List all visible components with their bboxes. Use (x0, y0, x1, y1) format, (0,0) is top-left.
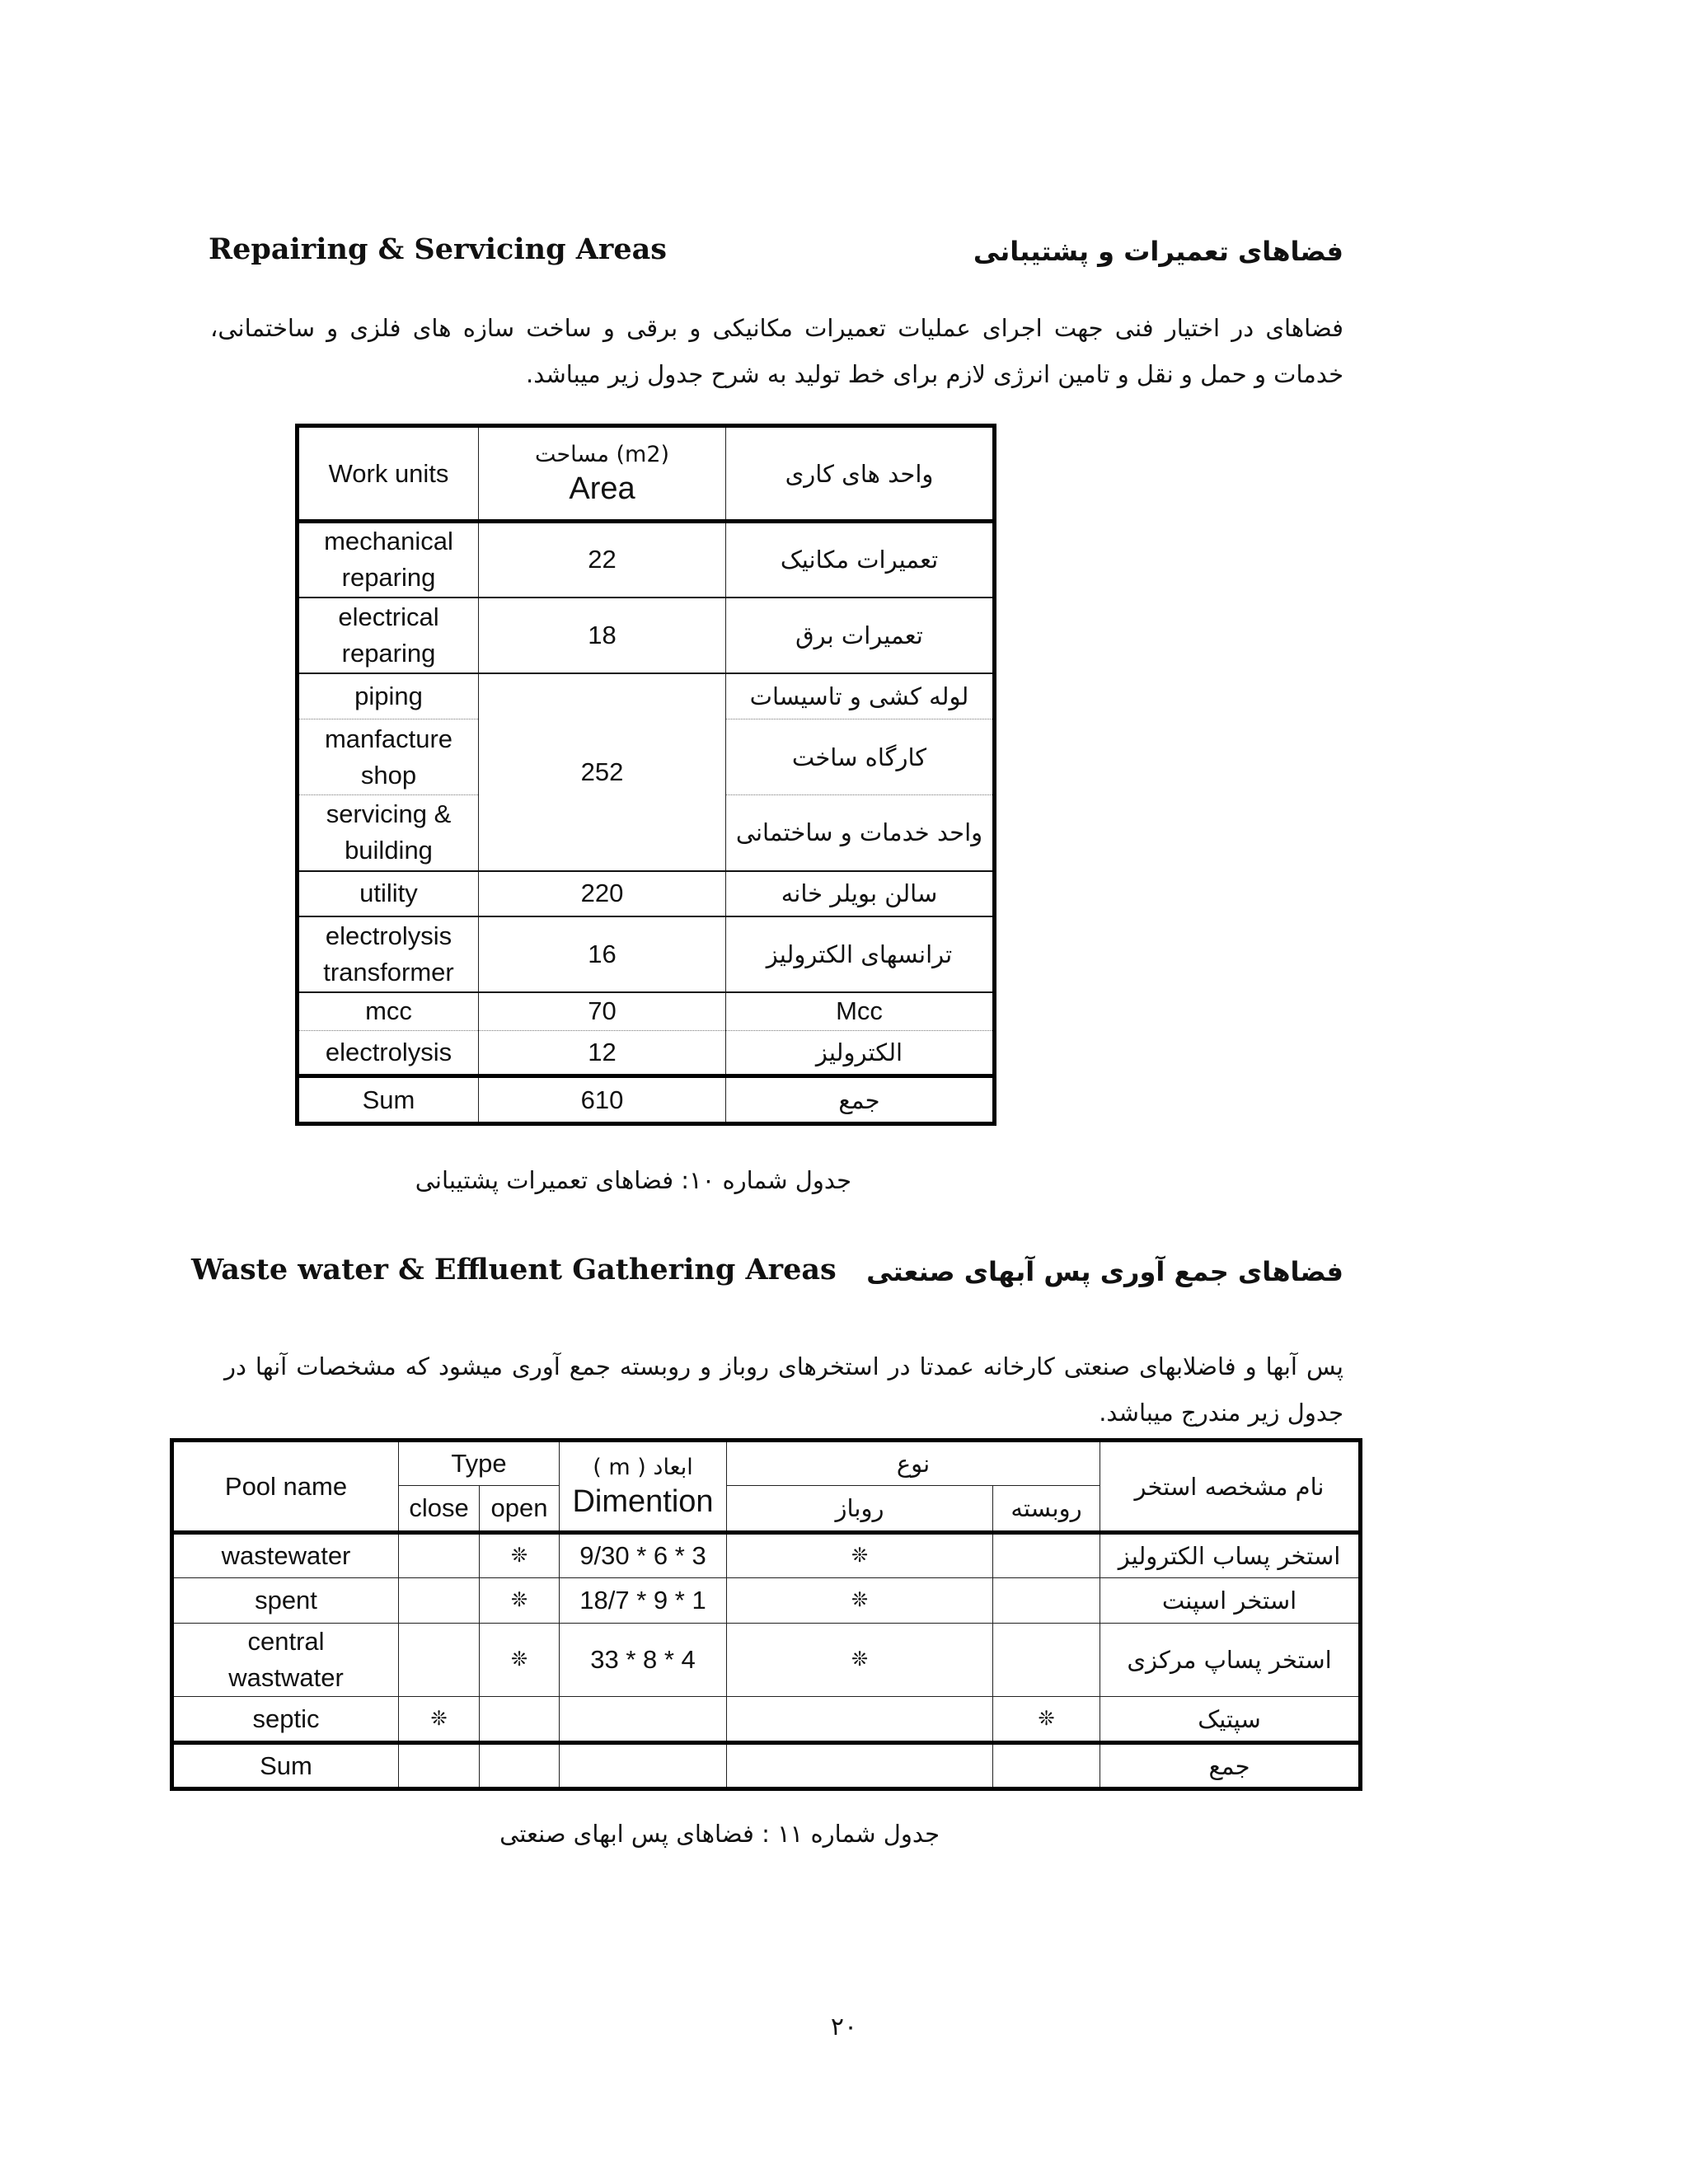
table10-caption: جدول شماره ۱۰: فضاهای تعمیرات پشتیبانی (415, 1166, 851, 1194)
row-en: electrolysis (298, 1031, 479, 1076)
row-fa: استخر پساپ مرکزی (1100, 1624, 1361, 1697)
row-en: spent (172, 1578, 399, 1624)
sum-row (298, 1076, 995, 1124)
row-en: electrolysis transformer (298, 916, 479, 992)
cell-open (480, 1743, 560, 1789)
row-fa: لوله کشی و تاسیسات (726, 673, 995, 719)
header-open: open (480, 1486, 560, 1533)
row-en: electrical reparing (298, 598, 479, 673)
row-fa: Mcc (726, 992, 995, 1031)
sum-row (172, 1743, 1361, 1789)
page-number: ۲۰ (830, 2013, 858, 2041)
open-mark: ❊ (480, 1578, 560, 1624)
header-area-en: Area (569, 471, 635, 506)
table-row (298, 992, 995, 1031)
open-fa-mark: ❊ (727, 1624, 993, 1697)
sum-value: 610 (479, 1076, 726, 1124)
section1-title-fa: فضاهای تعمیرات و پشتیبانی (973, 236, 1343, 267)
row-en: manfacture shop (298, 719, 479, 795)
row-fa: استخر اسپنت (1100, 1578, 1361, 1624)
header-type: Type (399, 1441, 560, 1486)
cell-close (399, 1578, 480, 1624)
header-name-fa: نام مشخصه استخر (1100, 1441, 1361, 1533)
header-work-units: Work units (298, 426, 479, 522)
header-dimension-en: Dimention (572, 1483, 714, 1519)
table-row (172, 1697, 1361, 1743)
row-dimension: 33 * 8 * 4 (560, 1624, 727, 1697)
row-en: piping (298, 673, 479, 719)
row-area: 18 (479, 598, 726, 673)
cell-closed-fa (993, 1578, 1100, 1624)
row-area-merged: 252 (479, 673, 726, 871)
row-area: 70 (479, 992, 726, 1031)
table11-caption: جدول شماره ۱۱ : فضاهای پس ابهای صنعتی (499, 1820, 940, 1848)
cell-open-fa (727, 1697, 993, 1743)
repair-areas-table (295, 424, 996, 1126)
sum-label-en: Sum (172, 1743, 399, 1789)
table-row (172, 1533, 1361, 1578)
sum-label-fa: جمع (726, 1076, 995, 1124)
sum-label-fa: جمع (1100, 1743, 1361, 1789)
header-open-fa: روباز (727, 1486, 993, 1533)
row-en: central wastwater (172, 1624, 399, 1697)
row-fa: ترانسهای الکترولیز (726, 916, 995, 992)
row-en: servicing & building (298, 795, 479, 871)
close-mark: ❊ (399, 1697, 480, 1743)
header-pool-name: Pool name (172, 1441, 399, 1533)
row-fa: الکترولیز (726, 1031, 995, 1076)
row-fa: کارگاه ساخت (726, 719, 995, 795)
table-row (298, 522, 995, 598)
row-en: mcc (298, 992, 479, 1031)
header-area (479, 426, 726, 522)
open-fa-mark: ❊ (727, 1533, 993, 1578)
open-fa-mark: ❊ (727, 1578, 993, 1624)
cell-open (480, 1697, 560, 1743)
cell-closed-fa (993, 1624, 1100, 1697)
header-area-unit: (m2) (616, 441, 670, 467)
row-en: mechanical reparing (298, 522, 479, 598)
table-row (172, 1624, 1361, 1697)
open-mark: ❊ (480, 1624, 560, 1697)
cell-close (399, 1743, 480, 1789)
section2-title-fa: فضاهای جمع آوری پس آبهای صنعتی (866, 1256, 1343, 1287)
header-dimension-unit: ( m ) (593, 1454, 646, 1480)
table-row (298, 871, 995, 916)
row-en: wastewater (172, 1533, 399, 1578)
header-type-fa: نوع (727, 1441, 1100, 1486)
section1-title-en: Repairing & Servicing Areas (209, 232, 668, 266)
row-en: septic (172, 1697, 399, 1743)
row-area: 220 (479, 871, 726, 916)
row-fa: واحد خدمات و ساختمانی (726, 795, 995, 871)
cell-dimension (560, 1697, 727, 1743)
row-dimension: 18/7 * 9 * 1 (560, 1578, 727, 1624)
row-area: 12 (479, 1031, 726, 1076)
row-fa: تعمیرات برق (726, 598, 995, 673)
cell-open-fa (727, 1743, 993, 1789)
row-area: 22 (479, 522, 726, 598)
cell-dimension (560, 1743, 727, 1789)
table-row (298, 598, 995, 673)
open-mark: ❊ (480, 1533, 560, 1578)
header-area-fa: مساحت (534, 441, 609, 467)
wastewater-pools-table (170, 1438, 1362, 1791)
row-fa: سالن بویلر خانه (726, 871, 995, 916)
row-fa: استخر پساب الکترولیز (1100, 1533, 1361, 1578)
section2-paragraph: پس آبها و فاضلابهای صنعتی کارخانه عمدتا در استخرهای روباز و روبسته جمع آوری میشود که مشخصات آنها در جدول زیر مندرج میباشد. (224, 1352, 1343, 1427)
table-row (298, 1031, 995, 1076)
row-fa: سپتیک (1100, 1697, 1361, 1743)
table-row (298, 673, 995, 719)
cell-closed-fa (993, 1743, 1100, 1789)
table-row (298, 916, 995, 992)
row-dimension: 9/30 * 6 * 3 (560, 1533, 727, 1578)
section1-paragraph: فضاهای در اختیار فنی جهت اجرای عملیات تعمیرات مکانیکی و برقی و ساخت سازه های فلزی و ساختمانی، خدمات و حمل و نقل و تامین انرژی لازم برای خط تولید به شرح جدول زیر میباشد. (210, 314, 1343, 388)
cell-close (399, 1533, 480, 1578)
header-dimension-fa: ابعاد (653, 1454, 693, 1480)
cell-close (399, 1624, 480, 1697)
section2-title-en: Waste water & Effluent Gathering Areas (191, 1253, 837, 1286)
row-en: utility (298, 871, 479, 916)
header-closed-fa: روبسته (993, 1486, 1100, 1533)
sum-label-en: Sum (298, 1076, 479, 1124)
row-area: 16 (479, 916, 726, 992)
closed-fa-mark: ❊ (993, 1697, 1100, 1743)
table-row (172, 1578, 1361, 1624)
header-work-units-fa: واحد های کاری (726, 426, 995, 522)
header-close: close (399, 1486, 480, 1533)
cell-closed-fa (993, 1533, 1100, 1578)
header-dimension (560, 1441, 727, 1533)
row-fa: تعمیرات مکانیک (726, 522, 995, 598)
